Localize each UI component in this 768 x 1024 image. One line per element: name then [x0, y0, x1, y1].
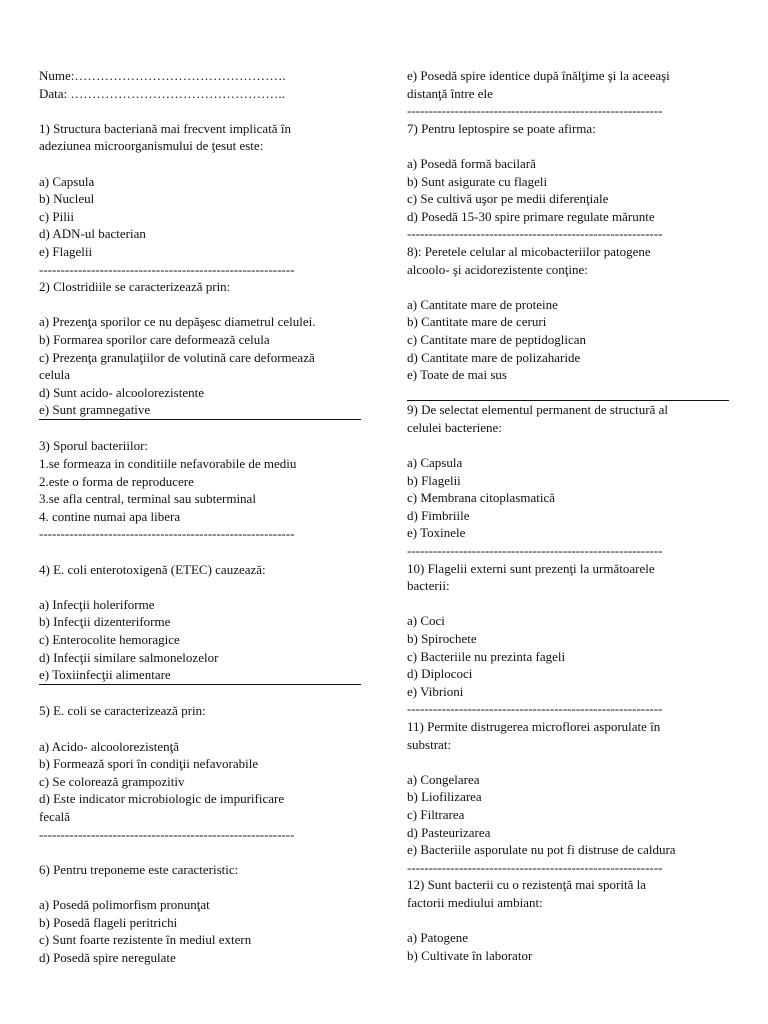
answer-option: 3.se afla central, terminal sau subterminal	[39, 491, 256, 507]
answer-option: e) Sunt gramnegative	[39, 401, 361, 420]
question-5	[39, 702, 361, 825]
answer-option: a) Acido- alcoolorezistenţă	[39, 738, 180, 754]
dashed-separator: -----------------------------------------------------------	[39, 261, 295, 277]
question-9	[407, 401, 729, 542]
question-12	[407, 876, 729, 964]
question-stem: 8): Peretele celular al micobacteriilor patogene	[407, 243, 651, 259]
question-stem: factorii mediului ambiant:	[407, 894, 543, 910]
question-stem: 3) Sporul bacteriilor:	[39, 438, 149, 454]
answer-option: e) Vibrioni	[407, 683, 464, 699]
answer-option: c) Filtrarea	[407, 806, 465, 822]
answer-option: a) Capsula	[407, 455, 463, 471]
answer-option: a) Patogene	[407, 930, 469, 946]
answer-option: d) Pasteurizarea	[407, 824, 491, 840]
answer-option: e) Toxiinfecţii alimentare	[39, 666, 361, 685]
answer-option: b) Nucleul	[39, 191, 95, 207]
question-8	[407, 243, 729, 384]
question-stem: 6) Pentru treponeme este caracteristic:	[39, 861, 239, 877]
answer-option: e) Toate de mai sus	[407, 367, 507, 383]
question-stem: adeziunea microorganismului de ţesut este:	[39, 138, 264, 154]
answer-option: d) Posedă spire neregulate	[39, 949, 176, 965]
answer-option: d) Diplococi	[407, 666, 473, 682]
dashed-separator: -----------------------------------------------------------	[407, 701, 663, 717]
answer-option: a) Infecţii holeriforme	[39, 596, 155, 612]
answer-option: distanţă între ele	[407, 85, 493, 101]
question-stem: 2) Clostridiile se caracterizează prin:	[39, 279, 231, 295]
right-column	[407, 67, 729, 964]
question-2	[39, 278, 361, 420]
question-stem: celulei bacteriene:	[407, 419, 502, 435]
question-stem: 11) Permite distrugerea microflorei asporulate în	[407, 718, 661, 734]
left-column	[39, 67, 361, 966]
answer-option: c) Sunt foarte rezistente în mediul extern	[39, 932, 252, 948]
answer-option: c) Membrana citoplasmatică	[407, 490, 555, 506]
answer-option: b) Infecţii dizenteriforme	[39, 614, 171, 630]
question-stem: 7) Pentru leptospire se poate afirma:	[407, 120, 596, 136]
answer-option: b) Posedă flageli peritrichi	[39, 914, 178, 930]
question-11	[407, 718, 729, 859]
solid-rule	[407, 384, 729, 402]
answer-option: b) Cultivate în laborator	[407, 947, 533, 963]
question-stem: 1) Structura bacteriană mai frecvent implicată în	[39, 120, 291, 136]
question-6-continued	[407, 67, 729, 102]
answer-option: b) Sunt asigurate cu flageli	[407, 173, 548, 189]
dashed-separator: -----------------------------------------------------------	[407, 859, 663, 875]
dashed-separator: -----------------------------------------------------------	[407, 543, 663, 559]
question-3	[39, 437, 361, 525]
answer-option: celula	[39, 367, 71, 383]
question-4	[39, 561, 361, 685]
answer-option: b) Cantitate mare de ceruri	[407, 314, 547, 330]
answer-option: c) Enterocolite hemoragice	[39, 632, 180, 647]
answer-option: d) Posedă 15-30 spire primare regulate mărunte	[407, 208, 655, 224]
answer-option: a) Capsula	[39, 173, 95, 189]
answer-option: d) Este indicator microbiologic de impurificare	[39, 791, 285, 807]
answer-option: 4. contine numai apa libera	[39, 508, 181, 524]
dashed-separator: -----------------------------------------------------------	[407, 226, 663, 242]
answer-option: c) Se cultivă uşor pe medii diferenţiale	[407, 191, 609, 207]
dashed-separator: -----------------------------------------------------------	[39, 826, 295, 842]
question-stem: 9) De selectat elementul permanent de structură al	[407, 402, 668, 418]
answer-option: e) Bacteriile asporulate nu pot fi distruse de caldura	[407, 842, 676, 858]
answer-option: a) Posedă formă bacilară	[407, 155, 536, 171]
answer-option: d) Infecţii similare salmonelozelor	[39, 649, 219, 665]
answer-option: fecală	[39, 808, 71, 824]
answer-option: e) Flagelii	[39, 243, 93, 259]
answer-option: a) Cantitate mare de proteine	[407, 296, 558, 312]
answer-option: c) Pilii	[39, 208, 75, 224]
question-stem: alcoolo- şi acidorezistente conţine:	[407, 261, 588, 277]
answer-option: 1.se formeaza in conditiile nefavorabile de mediu	[39, 456, 297, 472]
dashed-separator: -----------------------------------------------------------	[39, 526, 295, 542]
answer-option: a) Coci	[407, 613, 445, 629]
date-field-line: Data: …………………………………………..	[39, 85, 285, 101]
answer-option: b) Liofilizarea	[407, 789, 482, 805]
question-stem: bacterii:	[407, 578, 450, 594]
question-stem: 10) Flagelii externi sunt prezenţi la următoarele	[407, 560, 655, 576]
question-stem: 4) E. coli enterotoxigenă (ETEC) cauzează:	[39, 561, 266, 577]
answer-option: c) Se colorează grampozitiv	[39, 773, 185, 789]
answer-option: 2.este o forma de reproducere	[39, 473, 194, 489]
answer-option: d) Cantitate mare de polizaharide	[407, 349, 581, 365]
answer-option: d) Sunt acido- alcoolorezistente	[39, 384, 204, 400]
question-10	[407, 560, 729, 701]
answer-option: b) Formarea sporilor care deformează celula	[39, 331, 270, 347]
answer-option: c) Bacteriile nu prezinta fageli	[407, 648, 566, 664]
answer-option: a) Prezenţa sporilor ce nu depăşesc diametrul celulei.	[39, 314, 316, 330]
answer-option: c) Cantitate mare de peptidoglican	[407, 331, 587, 347]
dashed-separator: -----------------------------------------------------------	[407, 103, 663, 119]
answer-option: b) Formează spori în condiţii nefavorabile	[39, 756, 259, 772]
answer-option: d) Fimbriile	[407, 507, 470, 523]
answer-option: d) ADN-ul bacterian	[39, 226, 146, 242]
question-7	[407, 120, 729, 226]
answer-option: c) Prezenţa granulaţiilor de volutină care deformează	[39, 349, 315, 365]
answer-option: e) Toxinele	[407, 525, 466, 541]
answer-option: a) Posedă polimorfism pronunţat	[39, 896, 210, 912]
question-1	[39, 120, 361, 261]
question-stem: substrat:	[407, 736, 452, 752]
question-6	[39, 861, 361, 967]
question-stem: 12) Sunt bacterii cu o rezistenţă mai sporită la	[407, 877, 646, 893]
answer-option: a) Congelarea	[407, 771, 480, 787]
name-field-line: Nume:………………………………………….	[39, 68, 286, 83]
answer-option: b) Flagelii	[407, 472, 461, 488]
answer-option: e) Posedă spire identice după înălţime şi la aceeaşi	[407, 68, 670, 83]
question-stem: 5) E. coli se caracterizează prin:	[39, 703, 206, 719]
answer-option: b) Spirochete	[407, 631, 477, 646]
